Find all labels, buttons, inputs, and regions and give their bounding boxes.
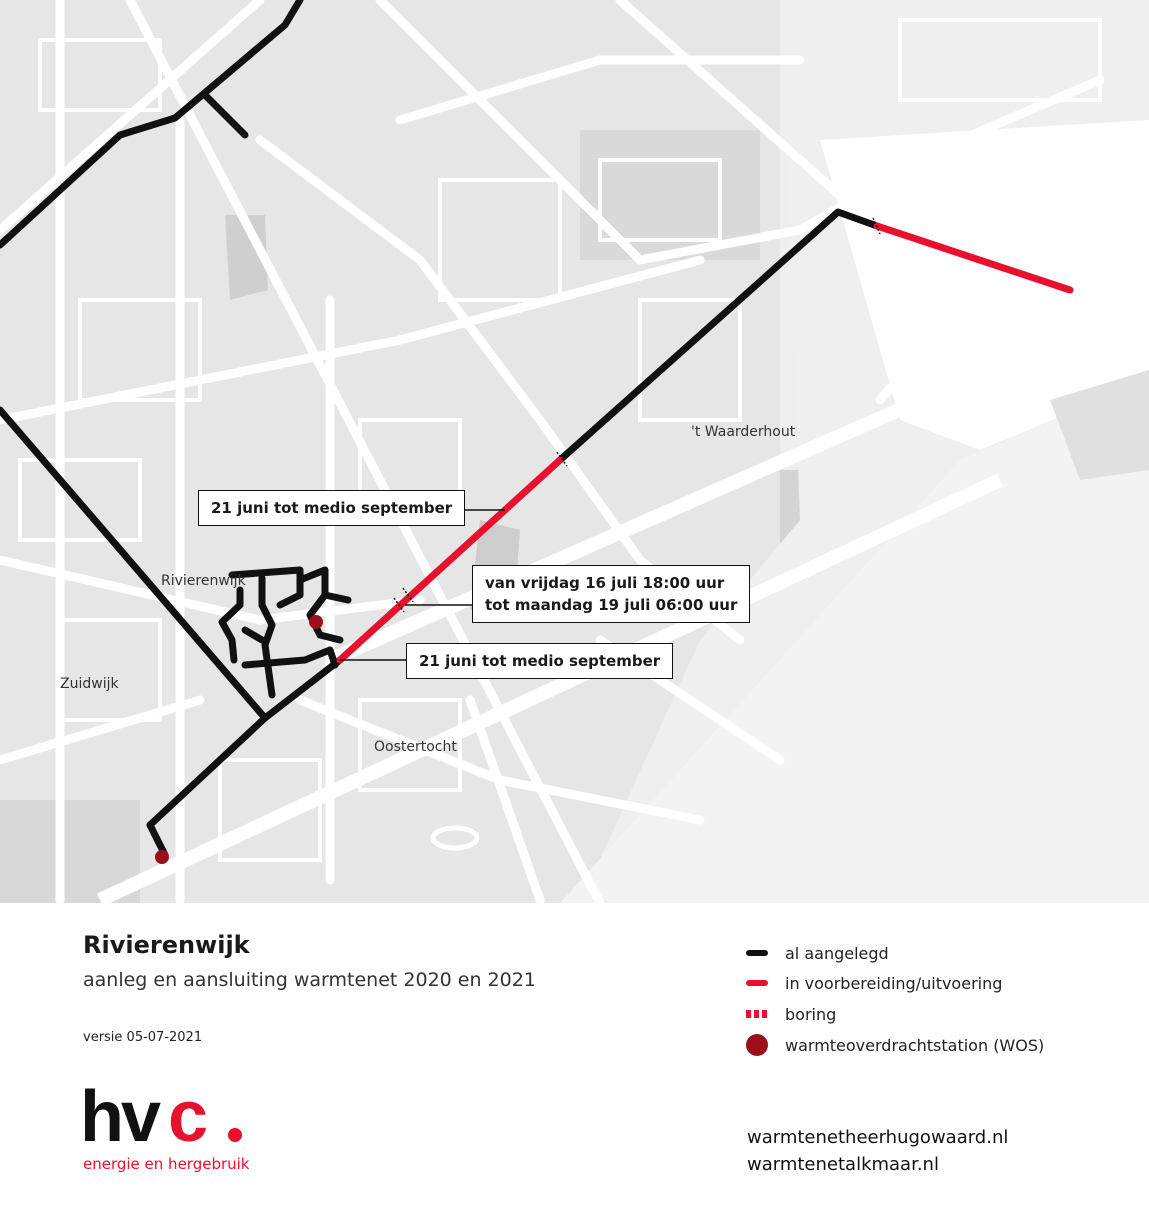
logo-tagline: energie en hergebruik bbox=[83, 1155, 250, 1173]
legend-dot-icon bbox=[745, 1033, 769, 1057]
legend-item-boring bbox=[745, 1002, 836, 1026]
svg-text:hv: hv bbox=[80, 1083, 159, 1153]
callout-middle-line2: tot maandag 19 juli 06:00 uur bbox=[485, 596, 738, 614]
legend-label: in voorbereiding/uitvoering bbox=[785, 973, 1003, 993]
legend-item-installed bbox=[745, 941, 889, 965]
callout-bottom bbox=[406, 643, 673, 679]
legend-label: boring bbox=[785, 1004, 837, 1024]
place-label-zuidwijk: Zuidwijk bbox=[60, 676, 119, 692]
url-alkmaar[interactable]: warmtenetalkmaar.nl bbox=[747, 1154, 939, 1175]
legend-red-dashed-icon bbox=[745, 1002, 769, 1026]
place-label-rivierenwijk: Rivierenwijk bbox=[161, 573, 246, 589]
station-rivierenwijk[interactable] bbox=[309, 615, 323, 629]
callout-top-text: 21 juni tot medio september bbox=[211, 499, 453, 517]
callout-bottom-text: 21 juni tot medio september bbox=[419, 652, 661, 670]
map-subtitle: aanleg en aansluiting warmtenet 2020 en 2021 bbox=[83, 969, 536, 991]
legend-label: al aangelegd bbox=[785, 943, 889, 963]
callout-middle-line1: van vrijdag 16 juli 18:00 uur bbox=[485, 574, 725, 592]
svg-text:c: c bbox=[168, 1083, 209, 1153]
footer-panel bbox=[0, 903, 1149, 1225]
hvc-logo bbox=[80, 1083, 250, 1153]
url-heerhugowaard[interactable]: warmtenetheerhugowaard.nl bbox=[747, 1127, 1009, 1148]
legend-black-line-icon bbox=[745, 941, 769, 965]
station-south[interactable] bbox=[155, 850, 169, 864]
legend-red-line-icon bbox=[745, 971, 769, 995]
callout-top bbox=[198, 490, 465, 526]
callout-middle bbox=[472, 565, 750, 623]
version-label: versie 05-07-2021 bbox=[83, 1030, 203, 1045]
place-label-waarderhout: 't Waarderhout bbox=[691, 424, 796, 440]
legend-item-station bbox=[745, 1033, 1044, 1057]
map-title: Rivierenwijk bbox=[83, 931, 250, 959]
legend-item-in-progress bbox=[745, 971, 1002, 995]
legend-label: warmteoverdrachtstation (WOS) bbox=[785, 1035, 1045, 1055]
place-label-oostertocht: Oostertocht bbox=[374, 739, 457, 755]
